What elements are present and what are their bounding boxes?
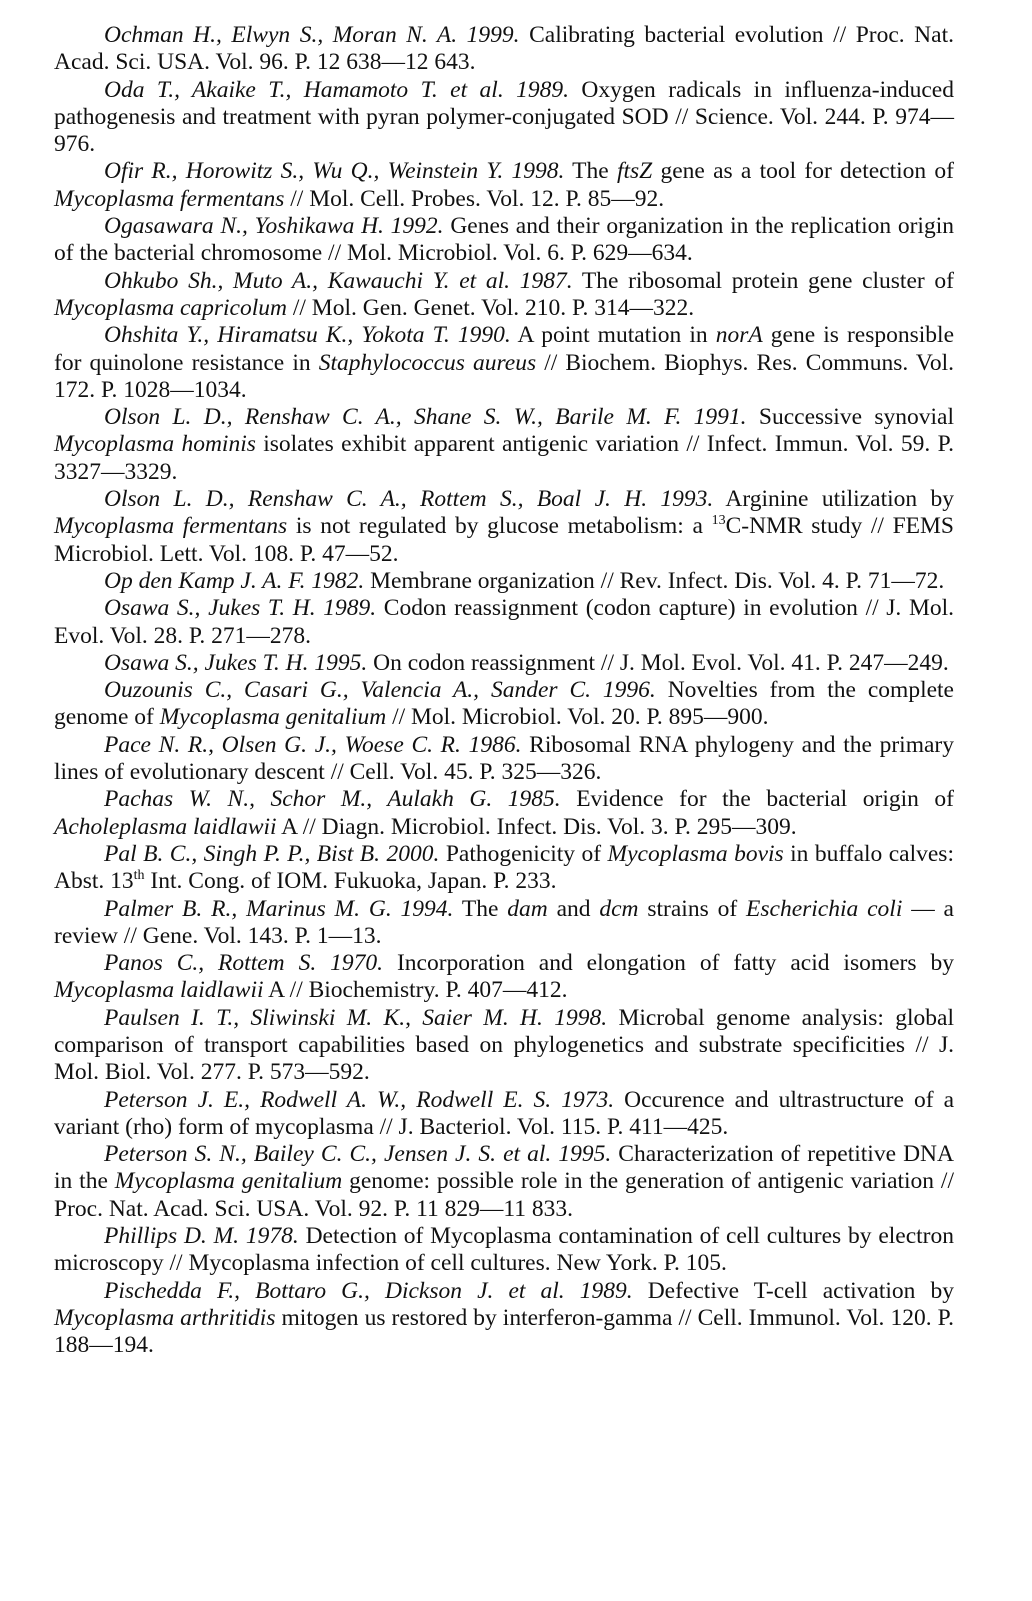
reference-text: Pathogenicity of [439, 840, 608, 867]
reference-authors: Ochman H., Elwyn S., Moran N. A. 1999. [104, 22, 520, 48]
reference-authors: Olson L. D., Renshaw C. A., Rottem S., Boal J. H. 1993. [104, 486, 714, 513]
reference-text: // Biochem. Biophys. Res. Communs. Vol. 172. P. 1028—1034. [54, 349, 954, 403]
reference-text: On codon reassignment // J. Mol. Evol. Vol. 41. P. 247—249. [367, 649, 949, 676]
reference-text: Incorporation and elongation of fatty acid isomers by [383, 950, 954, 977]
reference-text: Codon reassignment (codon capture) in evolution // J. Mol. Evol. Vol. 28. P. 271—278. [54, 595, 954, 649]
reference-text: Ribosomal RNA phylogeny and the primary lines of evolutionary descent // Cell. Vol. 45. P. 325—326. [54, 731, 954, 786]
reference-text: gene as a tool for detection of [652, 158, 954, 185]
reference-text: // Mol. Cell. Probes. Vol. 12. P. 85—92. [284, 185, 665, 212]
reference-text: Calibrating bacterial evolution // Proc. Nat. Acad. Sci. USA. Vol. 96. P. 12 638—12 643. [54, 22, 954, 76]
reference-text: A // Biochemistry. P. 407—412. [263, 977, 568, 1004]
italic-term: dam [507, 895, 548, 922]
reference-entry [54, 1278, 954, 1360]
superscript: 13 [711, 513, 726, 529]
reference-text: Novelties from the complete genome of [54, 677, 954, 731]
italic-term: ftsZ [616, 158, 653, 185]
reference-authors: Oda T., Akaike T., Hamamoto T. et al. 1989. [104, 76, 569, 103]
reference-entry [54, 786, 954, 841]
italic-term: Mycoplasma fermentans [54, 513, 288, 540]
reference-text: Characterization of repetitive DNA in the [54, 1141, 954, 1195]
reference-entry [54, 896, 954, 951]
italic-term: norA [715, 322, 763, 349]
reference-text: A // Diagn. Microbiol. Infect. Dis. Vol. 3. P. 295—309. [276, 813, 797, 840]
reference-text: Arginine utilization by [713, 486, 954, 513]
reference-text: Genes and their organization in the replication origin of the bacterial chromosome // Mol. Microbiol. Vol. 6. P. 629—634. [54, 213, 954, 267]
reference-text: Occurence and ultrastructure of a variant (rho) form of mycoplasma // J. Bacteriol. Vol. 115. P. 411—425. [54, 1086, 955, 1140]
reference-entry [54, 268, 954, 323]
reference-list [54, 22, 954, 1360]
reference-text: The ribosomal protein gene cluster of [572, 267, 954, 294]
reference-authors: Osawa S., Jukes T. H. 1989. [104, 595, 377, 622]
reference-entry [54, 77, 954, 159]
reference-entry [54, 1087, 954, 1142]
reference-details [367, 650, 948, 676]
reference-entry [54, 1223, 954, 1278]
italic-term: Mycoplasma hominis [54, 431, 256, 458]
reference-text: The [453, 895, 508, 922]
italic-term: Mycoplasma laidlawii [54, 977, 264, 1004]
reference-authors: Op den Kamp J. A. F. 1982. [104, 567, 365, 594]
italic-term: Mycoplasma fermentans [54, 185, 285, 212]
reference-authors: Paulsen I. T., Sliwinski M. K., Saier M. H. 1998. [104, 1004, 608, 1031]
reference-text: Evidence for the bacterial origin of [560, 786, 954, 813]
reference-text: — a review // Gene. Vol. 143. P. 1—13. [54, 895, 954, 949]
reference-entry [54, 950, 954, 1005]
reference-authors: Pischedda F., Bottaro G., Dickson J. et al. 1989. [104, 1277, 633, 1304]
reference-entry [54, 158, 954, 213]
italic-term: dcm [599, 895, 639, 922]
reference-text: // Mol. Microbiol. Vol. 20. P. 895—900. [386, 704, 769, 731]
reference-authors: Peterson S. N., Bailey C. C., Jensen J. S. et al. 1995. [104, 1141, 612, 1168]
reference-authors: Phillips D. M. 1978. [104, 1223, 299, 1250]
reference-entry [54, 1005, 954, 1087]
superscript: th [133, 868, 145, 884]
reference-authors: Osawa S., Jukes T. H. 1995. [104, 649, 368, 676]
reference-text: Membrane organization // Rev. Infect. Dis. Vol. 4. P. 71—72. [364, 567, 945, 594]
reference-authors: Olson L. D., Renshaw C. A., Shane S. W., Barile M. F. 1991. [104, 404, 747, 431]
reference-entry [54, 213, 954, 268]
reference-authors: Pace N. R., Olsen G. J., Woese C. R. 1986. [104, 731, 522, 758]
reference-text: The [564, 158, 617, 185]
reference-authors: Peterson J. E., Rodwell A. W., Rodwell E. S. 1973. [104, 1086, 615, 1113]
reference-entry [54, 486, 954, 568]
italic-term: Staphylococcus aureus [318, 349, 537, 376]
reference-entry [54, 1141, 954, 1223]
reference-text: gene is responsible for quinolone resistance in [54, 322, 955, 376]
reference-entry [54, 841, 954, 896]
reference-text: mitogen us restored by interferon-gamma // Cell. Immunol. Vol. 120. P. 188—194. [54, 1304, 954, 1359]
reference-authors: Ouzounis C., Casari G., Valencia A., Sander C. 1996. [104, 677, 656, 704]
reference-entry [54, 568, 954, 595]
reference-text: Defective T-cell activation by [632, 1277, 954, 1304]
italic-term: Mycoplasma genitalium [159, 704, 387, 731]
reference-authors: Pal B. C., Singh P. P., Bist B. 2000. [104, 840, 440, 867]
reference-entry [54, 322, 954, 404]
reference-authors: Palmer B. R., Marinus M. G. 1994. [104, 895, 454, 922]
italic-term: Escherichia coli [746, 895, 903, 922]
reference-authors: Panos C., Rottem S. 1970. [104, 950, 384, 977]
reference-text: in buffalo calves: Abst. 13 [54, 840, 954, 895]
italic-term: Mycoplasma bovis [607, 840, 784, 867]
reference-entry [54, 732, 954, 787]
reference-text: // Mol. Gen. Genet. Vol. 210. P. 314—322. [287, 294, 695, 321]
italic-term: Mycoplasma capricolum [54, 294, 287, 321]
reference-text: Detection of Mycoplasma contamination of cell cultures by electron microscopy // Mycoplasma infection of cell cultures. New York. P. 105. [54, 1223, 954, 1277]
reference-entry [54, 404, 954, 486]
reference-text: and [547, 895, 600, 922]
reference-text: Microbal genome analysis: global comparison of transport capabilities based on phylogenetics and substrate specificities // J. Mol. Biol. Vol. 277. P. 573—592. [54, 1004, 954, 1086]
reference-text: isolates exhibit apparent antigenic variation // Infect. Immun. Vol. 59. P. 3327—3329. [54, 431, 954, 485]
reference-entry [54, 677, 954, 732]
reference-authors: Ogasawara N., Yoshikawa H. 1992. [104, 213, 444, 240]
italic-term: Acholeplasma laidlawii [54, 813, 277, 840]
reference-text: Int. Cong. of IOM. Fukuoka, Japan. P. 233. [144, 868, 557, 895]
italic-term: Mycoplasma arthritidis [54, 1304, 276, 1331]
reference-text: genome: possible role in the generation of antigenic variation // Proc. Nat. Acad. Sci. USA. Vol. 92. P. 11 829—11 833. [54, 1168, 954, 1222]
reference-text: Oxygen radicals in influenza-induced pathogenesis and treatment with pyran polymer-conjugated SOD // Science. Vol. 244. P. 974—976. [54, 76, 954, 158]
reference-details [364, 568, 944, 594]
reference-authors: Ohkubo Sh., Muto A., Kawauchi Y. et al. 1987. [104, 267, 573, 294]
reference-authors: Ohshita Y., Hiramatsu K., Yokota T. 1990. [104, 322, 511, 349]
reference-authors: Ofir R., Horowitz S., Wu Q., Weinstein Y. 1998. [104, 158, 565, 185]
reference-entry [54, 595, 954, 650]
reference-text: C-NMR study // FEMS Microbiol. Lett. Vol. 108. P. 47—52. [54, 513, 954, 567]
reference-authors: Pachas W. N., Schor M., Aulakh G. 1985. [104, 786, 561, 813]
italic-term: Mycoplasma genitalium [114, 1168, 343, 1195]
reference-entry [54, 22, 954, 77]
reference-entry [54, 650, 954, 677]
reference-text: strains of [638, 895, 747, 922]
reference-text: is not regulated by glucose metabolism: a [287, 513, 712, 540]
reference-text: A point mutation in [510, 322, 716, 349]
reference-text: Successive synovial [746, 404, 955, 431]
